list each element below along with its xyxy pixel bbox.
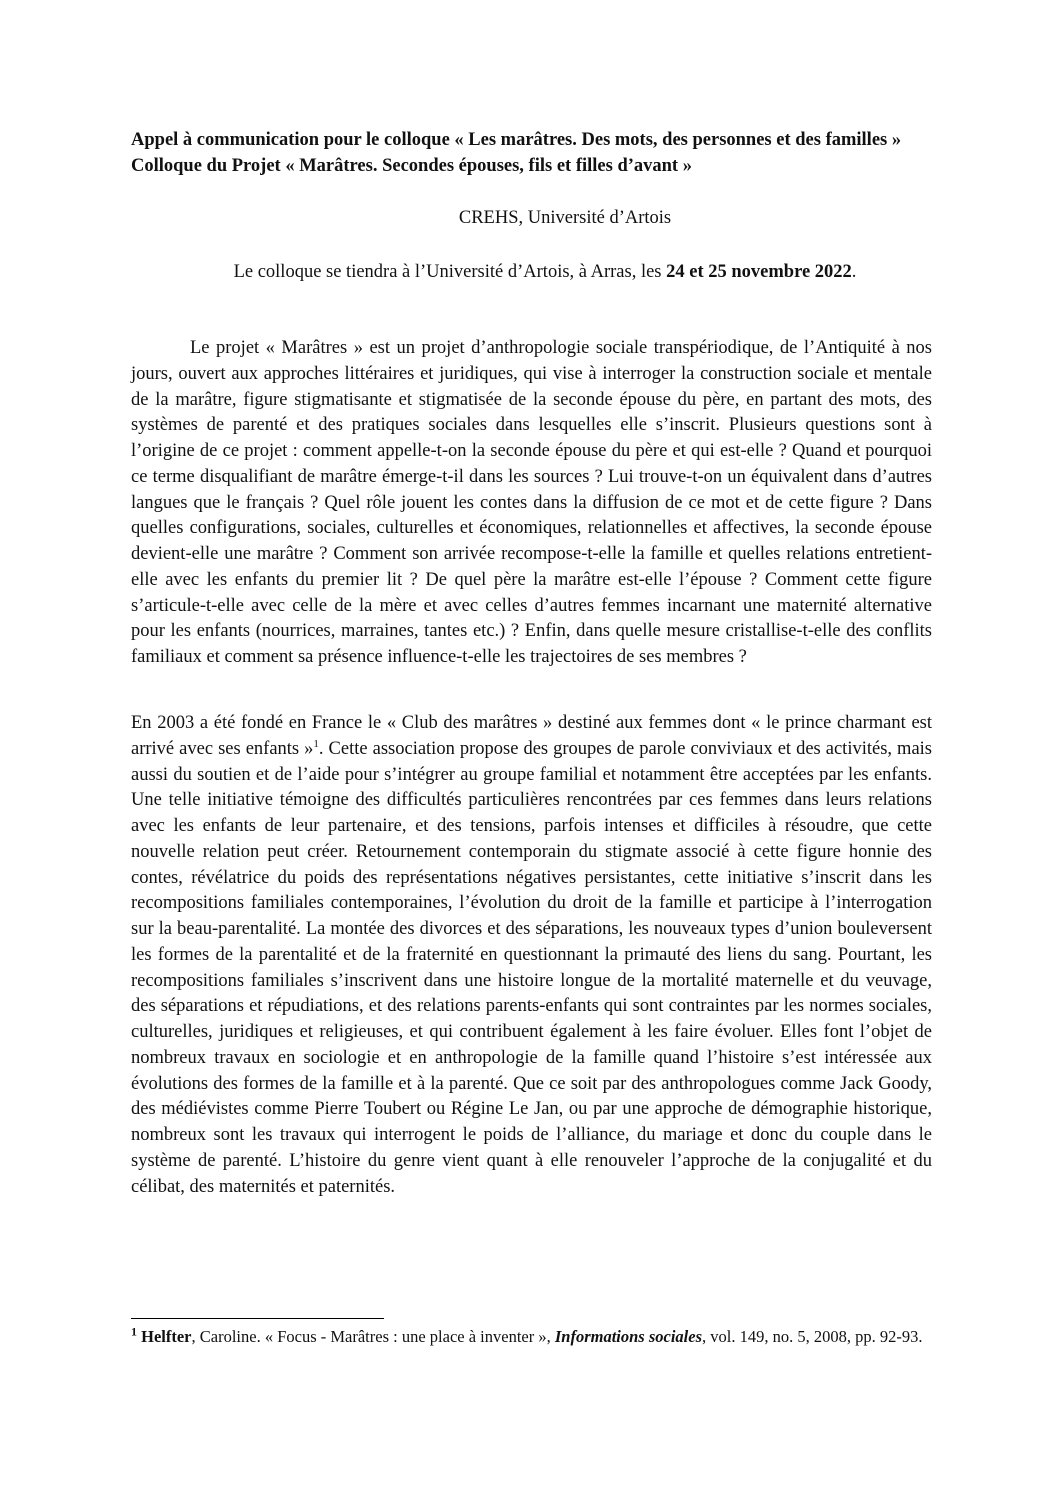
organization: CREHS, Université d’Artois <box>458 208 672 228</box>
footnote-reference[interactable]: 1 <box>313 737 319 750</box>
document-title <box>131 127 931 179</box>
footnote-journal: Informations sociales <box>554 1327 703 1346</box>
colloquium-dates <box>0 259 1058 285</box>
paragraph-context <box>131 711 932 1200</box>
paragraph-context-part2: . Cette association propose des groupes de parole conviviaux et des activités, mais aussi du soutien et de l’aide pour s’intégrer au groupe familial et notamment être acceptées par les enfants. Une telle initiative témoigne des difficultés particulières rencontrées par ces femmes dans leurs relations avec les enfants de leur partenaire, et des tensions, parfois intenses et difficiles à résoudre, que cette nouvelle relation peut créer. Retournement contemporain du stigmate associé à cette figure honnie des contes, révélatrice du poids des représentations négatives persistantes, cette initiative s’inscrit dans les recompositions familiales contemporaines, l’évolution du droit de la famille et participe à l’interrogation sur la beau-parentalité. La montée des divorces et des séparations, les nouveaux types d’union bouleversent les formes de la parentalité et de la fraternité en questionnant la primauté des liens du sang. Pourtant, les recompositions familiales s’inscrivent dans une histoire longue de la mortalité maternelle et du veuvage, des séparations et répudiations, et des relations parents-enfants qui sont contraintes par les normes sociales, culturelles, juridiques et religieuses, et qui contribuent également à les faire évoluer. Elles font l’objet de nombreux travaux en sociologie et en anthropologie de la famille quand l’histoire s’est intéressée aux évolutions des formes de la famille et à la parenté. Que ce soit par des anthropologues comme Jack Goody, des médiévistes comme Pierre Toubert ou Régine Le Jan, ou par une approche de démographie historique, nombreux sont les travaux qui interrogent le poids de l’alliance, du mariage et donc du couple dans le système de parenté. L’histoire du genre vient quant à elle renouveler l’approche de la conjugalité et du célibat, des maternités et paternités. <box>131 738 932 1197</box>
footnote-text-2: , vol. 149, no. 5, 2008, pp. 92-93. <box>702 1327 923 1346</box>
footnote-text-1: , Caroline. « Focus - Marâtres : une place à inventer », <box>191 1327 555 1346</box>
dates-suffix: . <box>851 262 857 282</box>
dates-bold: 24 et 25 novembre 2022 <box>666 262 852 282</box>
paragraph-project-description: Le projet « Marâtres » est un projet d’anthropologie sociale transpériodique, de l’Antiquité à nos jours, ouvert aux approches littéraires et juridiques, qui vise à interroger la construction sociale et mentale de la marâtre, figure stigmatisante et stigmatisée de la seconde épouse du père, en partant des mots, des systèmes de parenté et des pratiques sociales dans lesquelles elle s’inscrit. Plusieurs questions sont à l’origine de ce projet : comment appelle-t-on la seconde épouse du père et qui est-elle ? Quand et pourquoi ce terme disqualifiant de marâtre émerge-t-il dans les sources ? Lui trouve-t-on un équivalent dans d’autres langues que le français ? Quel rôle jouent les contes dans la diffusion de ce mot et de cette figure ? Dans quelles configurations, sociales, culturelles et économiques, relationnelles et affectives, la seconde épouse devient-elle une marâtre ? Comment son arrivée recompose-t-elle la famille et quelles relations entretient-elle avec les enfants du premier lit ? De quel père la marâtre est-elle l’épouse ? Comment cette figure s’articule-t-elle avec celle de la mère et avec celles d’autres femmes incarnant une maternité alternative pour les enfants (nourrices, marraines, tantes etc.) ? Enfin, dans quelle mesure cristallise-t-elle des conflits familiaux et comment sa présence influence-t-elle les trajectoires de ses membres ? <box>131 338 932 667</box>
footnote <box>131 1325 932 1348</box>
footnote-author: Helfter <box>141 1327 192 1346</box>
dates-prefix: Le colloque se tiendra à l’Université d’Artois, à Arras, les <box>233 262 667 282</box>
footnote-marker: 1 <box>131 1324 137 1339</box>
footnote-separator <box>131 1318 384 1319</box>
paragraph-context-part1: En 2003 a été fondé en France le « Club des marâtres » destiné aux femmes dont « le prince charmant est arrivé avec ses enfants » <box>131 713 932 759</box>
title-line-project: Colloque du Projet « Marâtres. Secondes épouses, fils et filles d’avant » <box>131 156 692 176</box>
title-line-call-for-papers: Appel à communication pour le colloque « Les marâtres. Des mots, des personnes et des familles » <box>131 130 902 150</box>
